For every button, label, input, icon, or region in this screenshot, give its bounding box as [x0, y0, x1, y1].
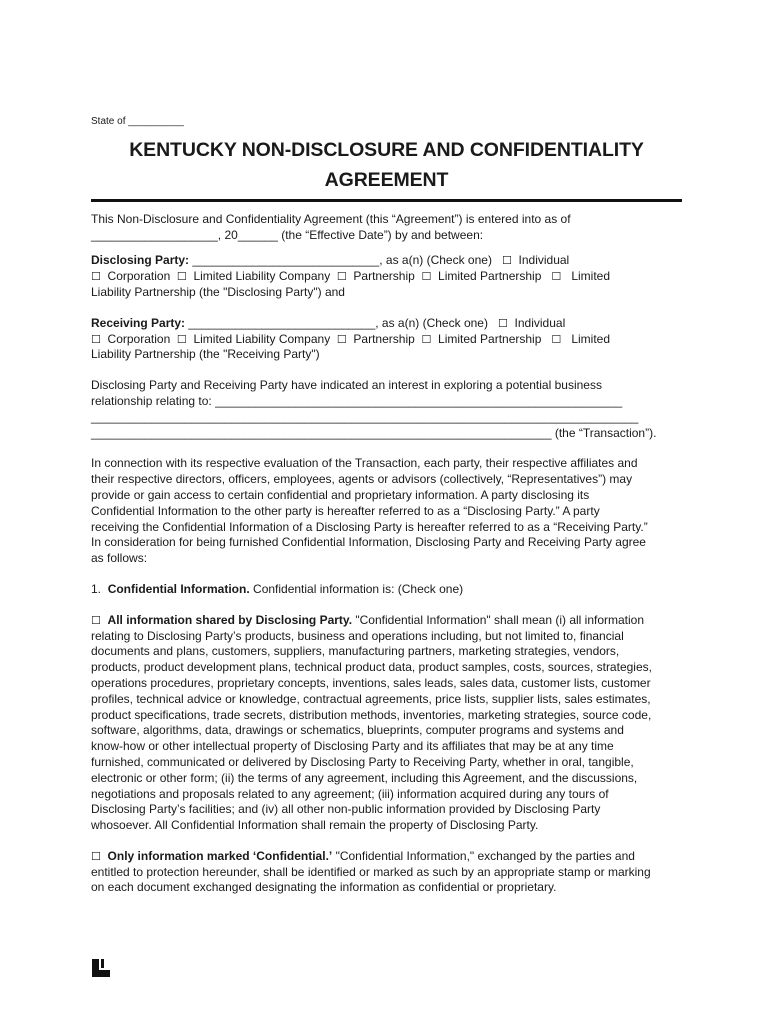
- option-heading: Only information marked ‘Confidential.’: [107, 848, 333, 863]
- intro-line: This Non-Disclosure and Confidentiality Agreement (this “Agreement”) is entered into as of: [91, 211, 571, 226]
- document-page: [91, 114, 682, 896]
- option-label: Limited Liability Company: [193, 331, 331, 346]
- checkbox-partnership[interactable]: ☐: [336, 332, 347, 346]
- section-number: 1.: [91, 581, 102, 596]
- paragraph-line: entitled to protection hereunder, shall be identified or marked as such by an appropriate stamp or marking: [91, 864, 651, 879]
- paragraph-line: product specifications, trade secrets, distribution methods, inventories, marketing strategies, source code,: [91, 707, 652, 722]
- option-text: "Confidential Information" shall mean (i) all information: [352, 612, 645, 627]
- paragraph-line: whosoever. All Confidential Information shall remain the property of Disclosing Party.: [91, 818, 539, 833]
- paragraph-line: on each document exchanged designating the information as confidential or proprietary.: [91, 880, 557, 895]
- option-label: Limited: [571, 269, 610, 284]
- paragraph-line: Disclosing Party’s facilities; and (iv) all other non-public information provided by Disclosing Party: [91, 802, 601, 817]
- paragraph-line: electronic or other form; (ii) the terms of any agreement, including this Agreement, and the discussions,: [91, 770, 638, 785]
- option-label: Partnership: [353, 269, 415, 284]
- transaction-blank[interactable]: __________________________________________________________________________________: [91, 409, 639, 424]
- disclosing-line-2: [91, 269, 682, 285]
- paragraph-line: their respective directors, officers, employees, agents or advisors (collectively, “Representatives”) may: [91, 472, 633, 487]
- paragraph-line: provide or gain access to certain confidential and proprietary information. A party disclosing its: [91, 487, 590, 502]
- checkbox-partnership[interactable]: ☐: [336, 270, 347, 284]
- transaction-blank[interactable]: relationship relating to: _____________________________________________________________: [91, 393, 623, 408]
- title-line-2: AGREEMENT: [324, 168, 449, 191]
- option-all-line-1: [91, 613, 682, 629]
- interest-paragraph: [91, 378, 682, 441]
- option-marked-confidential: [91, 849, 682, 896]
- paragraph-line: furnished, communicated or delivered by Disclosing Party to Receiving Party, whether in oral, tangible,: [91, 754, 634, 769]
- checkbox-corporation[interactable]: ☐: [91, 332, 101, 346]
- disclosing-party-name-blank[interactable]: ____________________________, as a(n) (Check one): [189, 253, 492, 268]
- paragraph-line: In connection with its respective evaluation of the Transaction, each party, their respective affiliates and: [91, 456, 638, 471]
- section-1-heading: [91, 582, 682, 598]
- connection-paragraph: [91, 456, 682, 567]
- legal-templates-logo-icon: [92, 959, 110, 977]
- receiving-party-name-blank[interactable]: ____________________________, as a(n) (Check one): [185, 315, 488, 330]
- option-text: "Confidential Information," exchanged by the parties and: [332, 848, 635, 863]
- section-title: Confidential Information.: [107, 581, 250, 596]
- receiving-line-1: [91, 316, 682, 332]
- state-line: State of __________: [91, 116, 184, 127]
- paragraph-line: relating to Disclosing Party’s products, business and operations including, but not limited to, financial: [91, 628, 624, 643]
- disclosing-party-block: [91, 253, 682, 300]
- disclosing-party-label: Disclosing Party:: [91, 253, 190, 268]
- checkbox-corporation[interactable]: ☐: [91, 270, 101, 284]
- paragraph-line: receiving the Confidential Information of a Disclosing Party is hereafter referred to as a “Receiving Party.”: [91, 519, 648, 534]
- document-title: [91, 135, 682, 195]
- option-marked-line-1: [91, 849, 682, 865]
- receiving-party-label: Receiving Party:: [91, 315, 186, 330]
- checkbox-limited-partnership[interactable]: ☐: [421, 270, 432, 284]
- option-label: Limited Partnership: [438, 331, 542, 346]
- checkbox-llc[interactable]: ☐: [176, 270, 187, 284]
- checkbox-llc[interactable]: ☐: [176, 332, 187, 346]
- paragraph-line: software, algorithms, data, drawings or schematics, blueprints, computer programs and systems and: [91, 723, 624, 738]
- disclosing-line-1: [91, 253, 682, 269]
- paragraph-line: Confidential Information to the other party is hereafter referred to as a “Disclosing Party.” A party: [91, 503, 600, 518]
- paragraph-line: as follows:: [91, 551, 148, 566]
- paragraph-line: profiles, technical advice or knowledge, contractual agreements, price lists, supplier lists, sales estimates,: [91, 691, 651, 706]
- checkbox-marked-confidential[interactable]: ☐: [91, 849, 101, 863]
- option-label: Limited Liability Company: [193, 269, 331, 284]
- paragraph-line: products, product development plans, technical product data, product samples, costs, sources, strategies,: [91, 660, 652, 675]
- receiving-line-3: Liability Partnership (the "Receiving Party"): [91, 347, 320, 362]
- option-heading: All information shared by Disclosing Party.: [107, 612, 353, 627]
- option-label: Partnership: [353, 331, 415, 346]
- paragraph-line: negotiations and proposals related to any agreement; (iii) information acquired during any tours of: [91, 786, 609, 801]
- paragraph-line: documents and plans, customers, suppliers, manufacturing partners, marketing strategies, vendors,: [91, 644, 620, 659]
- receiving-line-2: [91, 332, 682, 348]
- intro-paragraph: [91, 212, 682, 244]
- title-line-1: KENTUCKY NON-DISCLOSURE AND CONFIDENTIALITY: [129, 138, 644, 161]
- option-label: Limited: [571, 331, 610, 346]
- checkbox-limited-partnership[interactable]: ☐: [421, 332, 432, 346]
- checkbox-individual[interactable]: ☐: [501, 254, 512, 268]
- checkbox-all-information[interactable]: ☐: [91, 613, 101, 627]
- checkbox-llp[interactable]: ☐: [551, 332, 562, 346]
- disclosing-line-3: Liability Partnership (the "Disclosing Party") and: [91, 284, 345, 299]
- paragraph-line: In consideration for being furnished Confidential Information, Disclosing Party and Receiving Party agree: [91, 535, 646, 550]
- paragraph-line: operations procedures, proprietary concepts, inventions, sales leads, sales data, customer lists, customer: [91, 675, 651, 690]
- option-label: Individual: [514, 315, 566, 330]
- paragraph-line: know-how or other intellectual property of Disclosing Party and its affiliates that may be at any time: [91, 739, 614, 754]
- transaction-blank[interactable]: _____________________________________________________________________ (the “Transaction”).: [91, 425, 657, 440]
- interest-line: Disclosing Party and Receiving Party have indicated an interest in exploring a potential business: [91, 378, 602, 393]
- checkbox-individual[interactable]: ☐: [497, 316, 508, 330]
- receiving-party-block: [91, 316, 682, 363]
- section-text: Confidential information is: (Check one): [249, 581, 464, 596]
- option-label: Limited Partnership: [438, 269, 542, 284]
- option-label: Corporation: [107, 269, 171, 284]
- option-all-information: [91, 613, 682, 834]
- checkbox-llp[interactable]: ☐: [551, 270, 562, 284]
- intro-line: ___________________, 20______ (the “Effective Date”) by and between:: [91, 227, 484, 242]
- title-divider: [91, 199, 682, 202]
- option-label: Individual: [518, 253, 570, 268]
- option-label: Corporation: [107, 331, 171, 346]
